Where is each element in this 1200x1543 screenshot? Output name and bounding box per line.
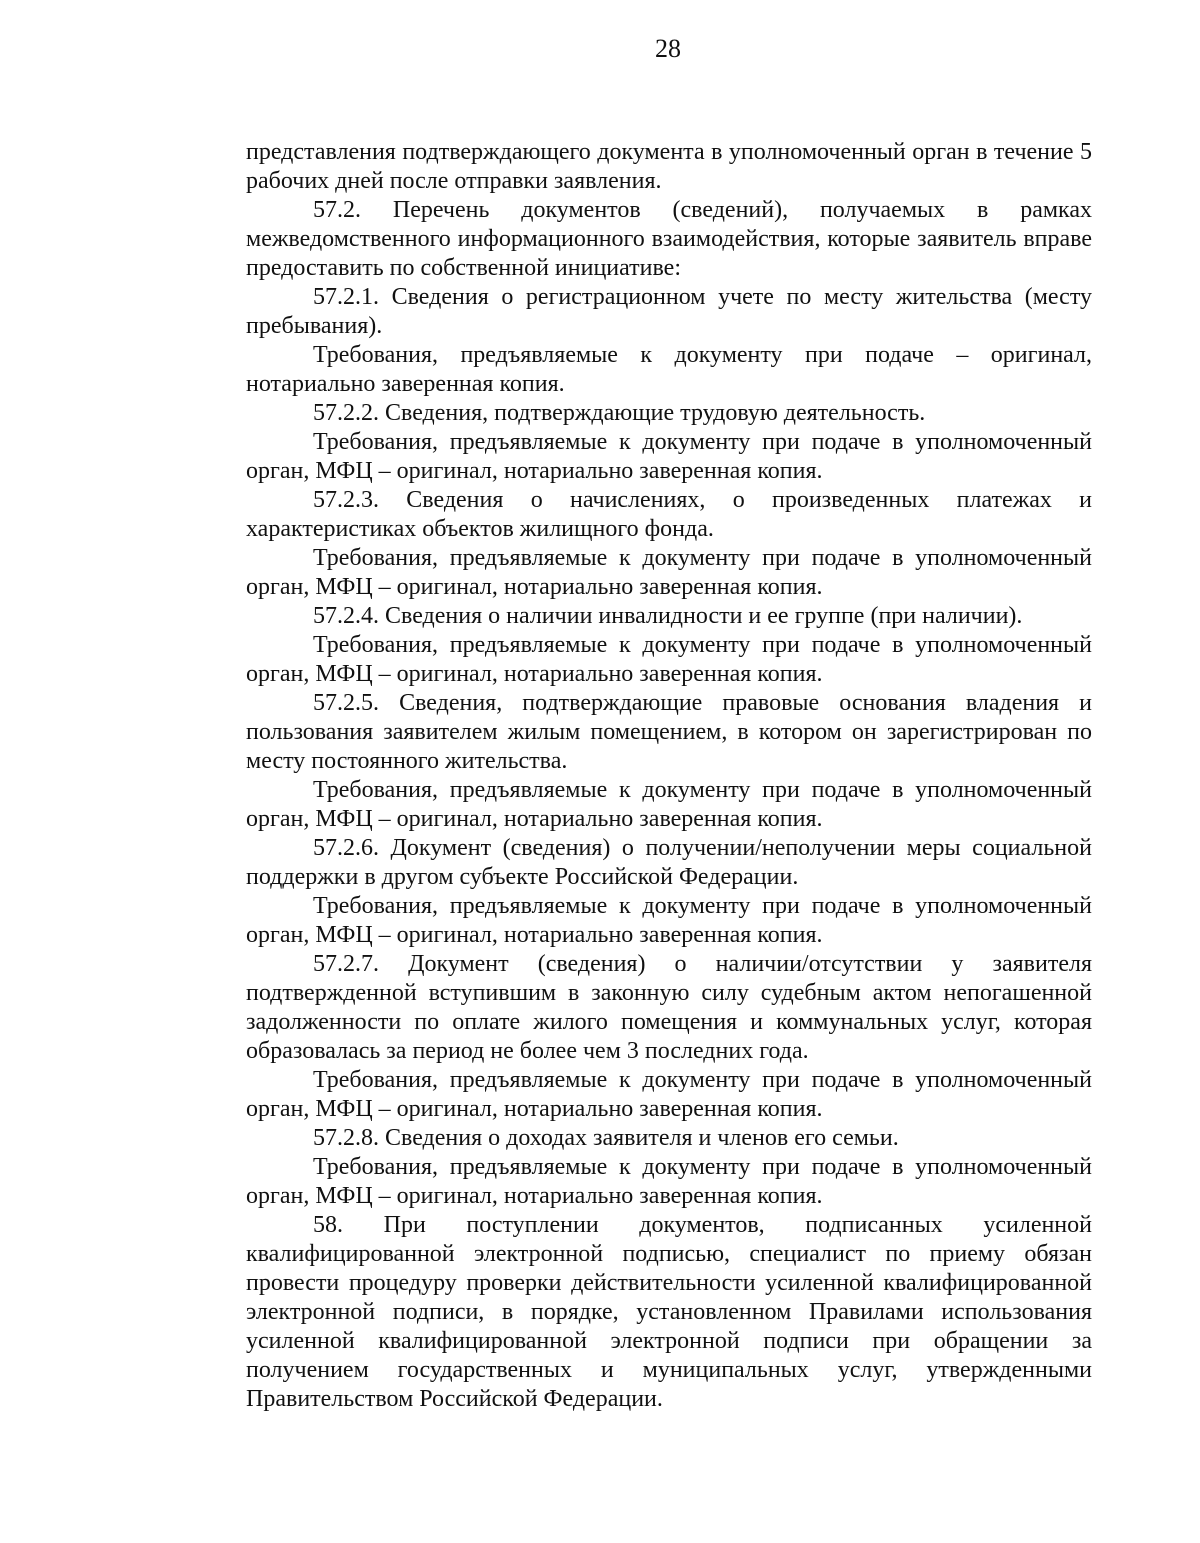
paragraph-57-2-7: 57.2.7. Документ (сведения) о наличии/отсутствии у заявителя подтвержденной вступившим в законную силу судебным актом непогашенной задолженности по оплате жилого помещения и коммунальных услуг, которая образовалась за период не более чем 3 последних года.	[246, 951, 1092, 1064]
page-number: 28	[655, 34, 681, 63]
paragraph-requirements: Требования, предъявляемые к документу при подаче в уполномоченный орган, МФЦ – оригинал, нотариально заверенная копия.	[246, 545, 1092, 600]
paragraph-57-2-8: 57.2.8. Сведения о доходах заявителя и членов его семьи.	[313, 1125, 899, 1151]
paragraph-58: 58. При поступлении документов, подписанных усиленной квалифицированной электронной подписью, специалист по приему обязан провести процедуру проверки действительности усиленной квалифицированной электронной подписи, в порядке, установленном Правилами использования усиленной квалифицированной электронной подписи при обращении за получением государственных и муниципальных услуг, утвержденными Правительством Российской Федерации.	[246, 1212, 1092, 1412]
paragraph-57-2-1: 57.2.1. Сведения о регистрационном учете по месту жительства (месту пребывания).	[246, 284, 1092, 339]
paragraph-requirements: Требования, предъявляемые к документу при подаче в уполномоченный орган, МФЦ – оригинал, нотариально заверенная копия.	[246, 1067, 1092, 1122]
paragraph-57-2-5: 57.2.5. Сведения, подтверждающие правовые основания владения и пользования заявителем жилым помещением, в котором он зарегистрирован по месту постоянного жительства.	[246, 690, 1092, 774]
paragraph-57-2-2: 57.2.2. Сведения, подтверждающие трудовую деятельность.	[313, 400, 926, 426]
paragraph-requirements: Требования, предъявляемые к документу при подаче – оригинал, нотариально заверенная копия.	[246, 342, 1092, 397]
document-body	[246, 138, 1092, 1414]
paragraph-requirements: Требования, предъявляемые к документу при подаче в уполномоченный орган, МФЦ – оригинал, нотариально заверенная копия.	[246, 1154, 1092, 1209]
paragraph-requirements: Требования, предъявляемые к документу при подаче в уполномоченный орган, МФЦ – оригинал, нотариально заверенная копия.	[246, 893, 1092, 948]
paragraph-continuation: представления подтверждающего документа в уполномоченный орган в течение 5 рабочих дней после отправки заявления.	[246, 139, 1092, 194]
paragraph-requirements: Требования, предъявляемые к документу при подаче в уполномоченный орган, МФЦ – оригинал, нотариально заверенная копия.	[246, 777, 1092, 832]
paragraph-57-2-3: 57.2.3. Сведения о начислениях, о произведенных платежах и характеристиках объектов жилищного фонда.	[246, 487, 1092, 542]
paragraph-57-2-6: 57.2.6. Документ (сведения) о получении/неполучении меры социальной поддержки в другом субъекте Российской Федерации.	[246, 835, 1092, 890]
paragraph-requirements: Требования, предъявляемые к документу при подаче в уполномоченный орган, МФЦ – оригинал, нотариально заверенная копия.	[246, 429, 1092, 484]
paragraph-57-2-4: 57.2.4. Сведения о наличии инвалидности и ее группе (при наличии).	[313, 603, 1023, 629]
paragraph-requirements: Требования, предъявляемые к документу при подаче в уполномоченный орган, МФЦ – оригинал, нотариально заверенная копия.	[246, 632, 1092, 687]
paragraph-57-2: 57.2. Перечень документов (сведений), получаемых в рамках межведомственного информационного взаимодействия, которые заявитель вправе предоставить по собственной инициативе:	[246, 197, 1092, 281]
